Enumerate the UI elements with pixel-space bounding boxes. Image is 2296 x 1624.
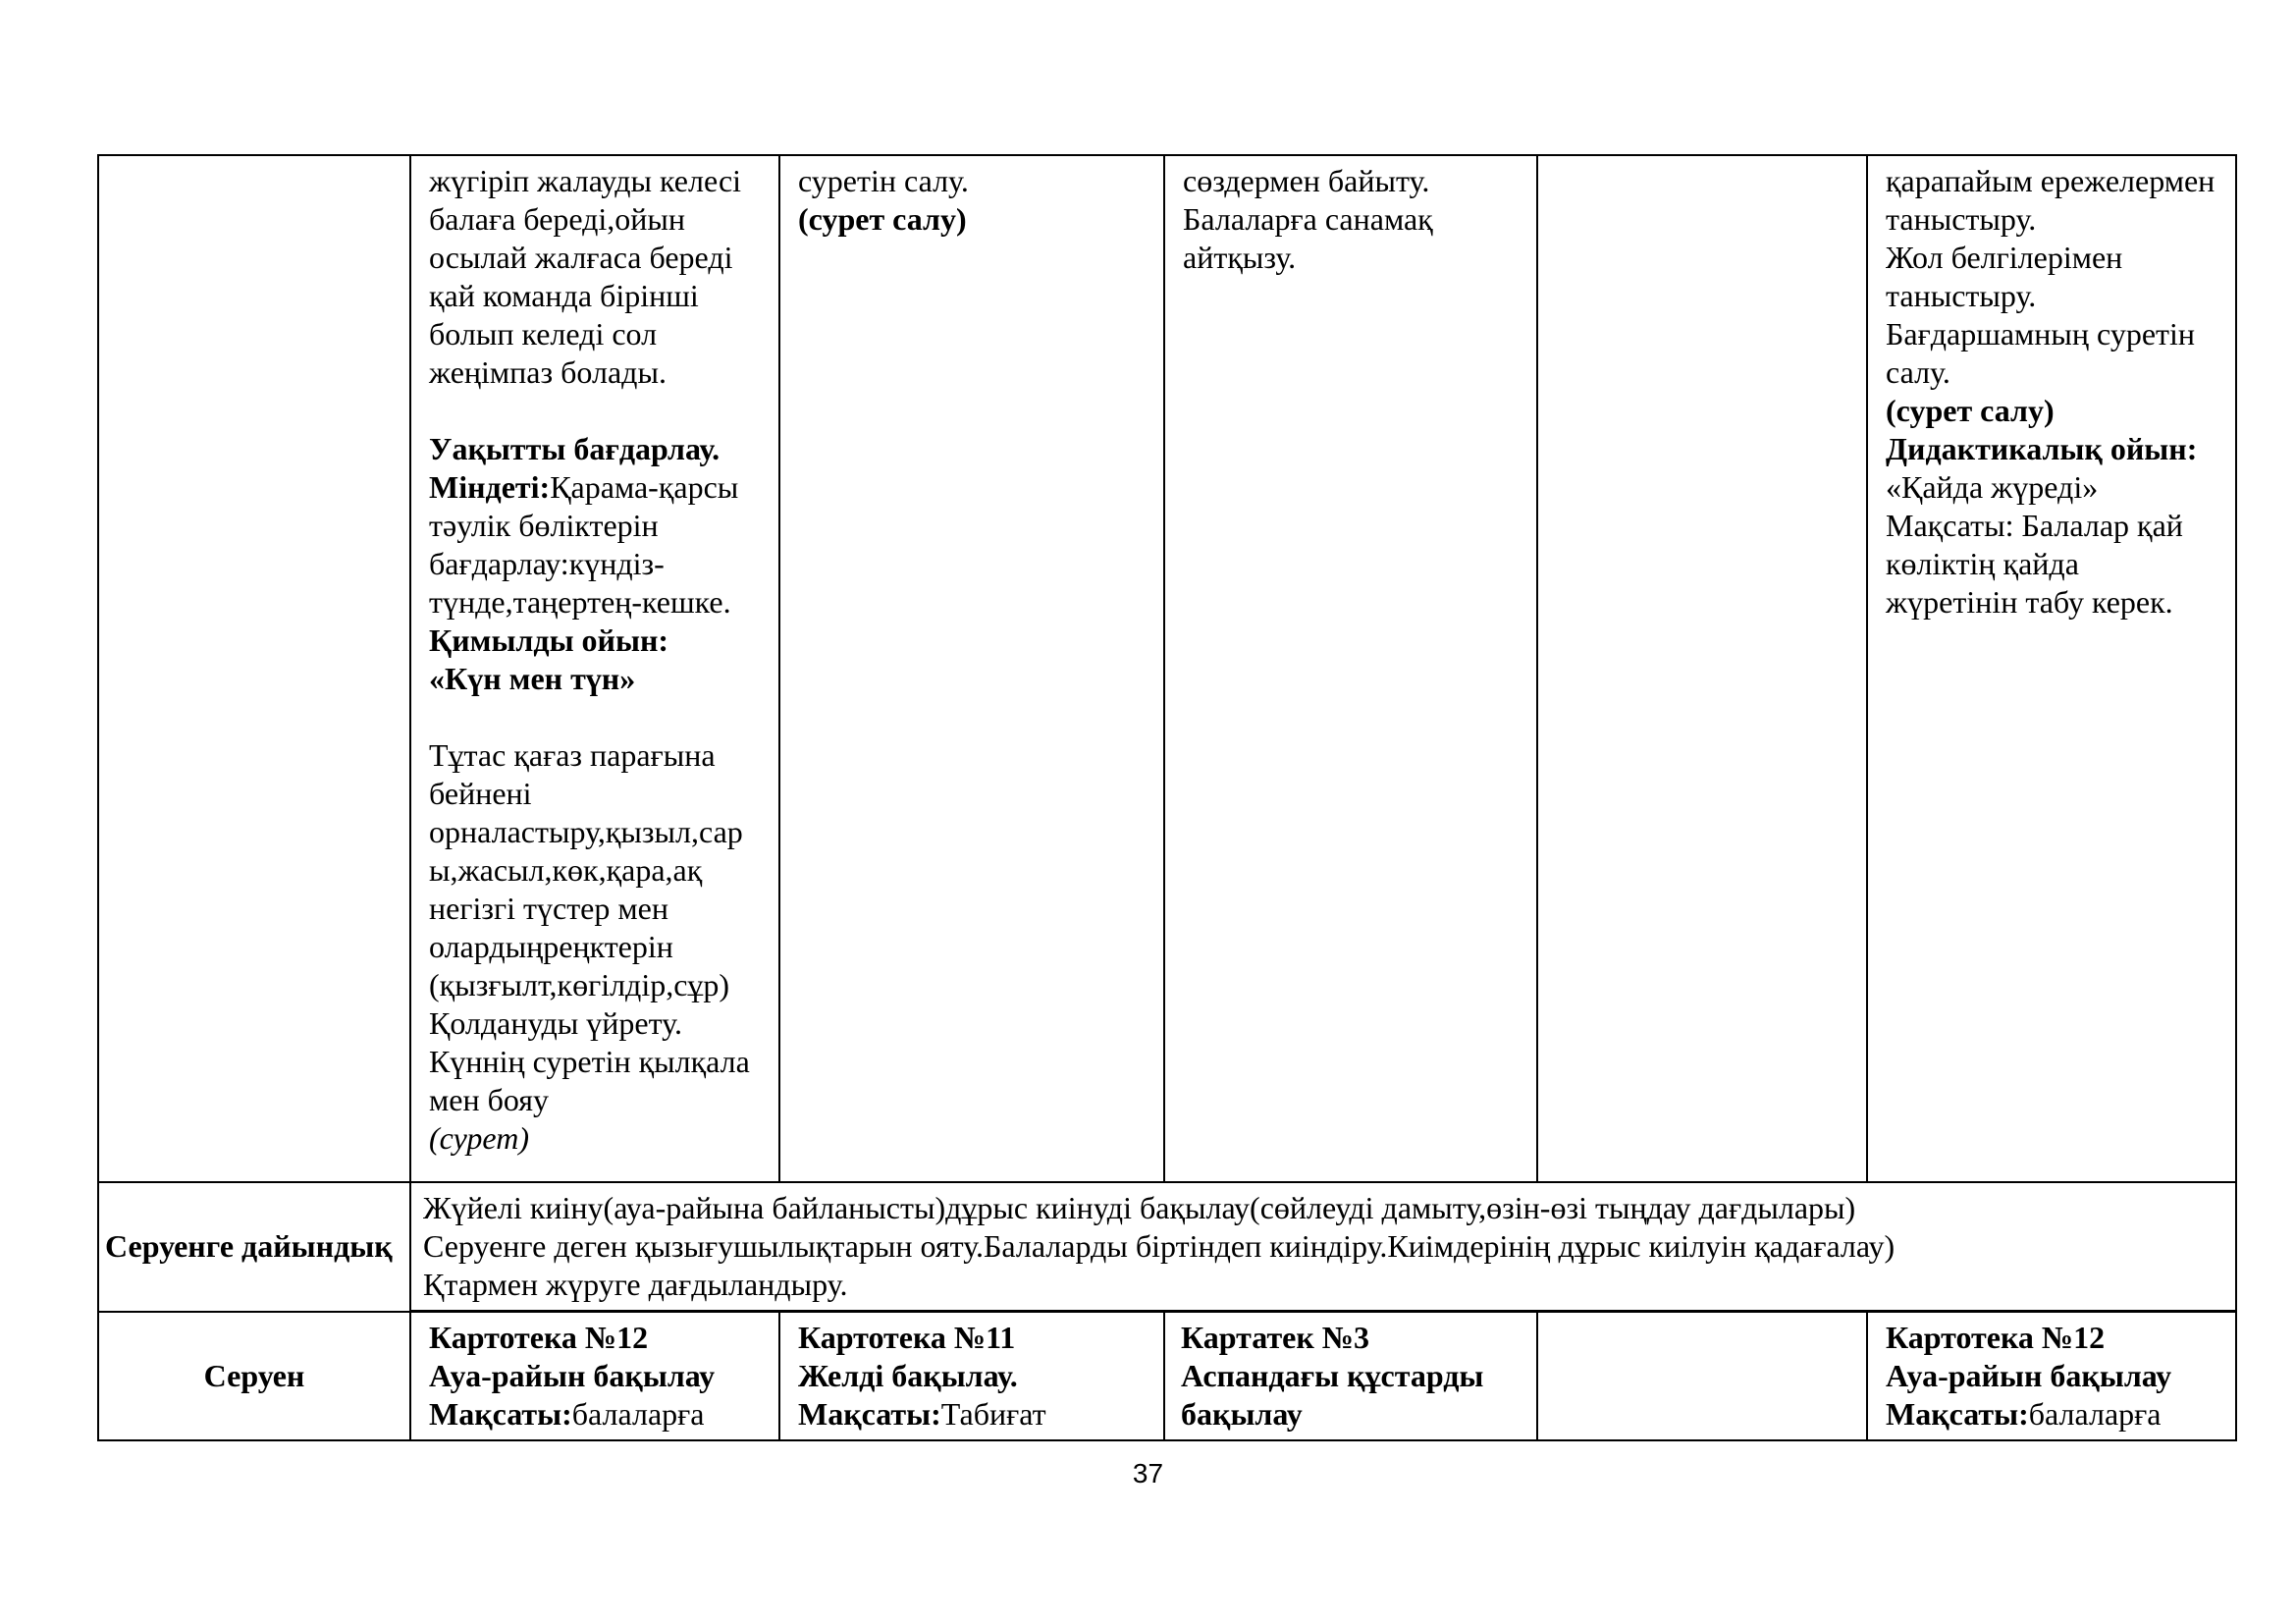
text-line-content: Қимылды ойын: [429, 623, 669, 658]
text-line [1886, 545, 2229, 583]
text-line [429, 353, 773, 392]
row-label-empty [98, 155, 410, 1182]
text-line-content: олардыңреңктерін [429, 929, 673, 964]
text-line-content: Мақсаты: Балалар қай [1886, 508, 2183, 543]
text-line-content: Дидактикалық ойын: [1886, 431, 2198, 466]
text-line [1886, 239, 2229, 277]
text-line-content: Міндеті: [429, 469, 551, 505]
text-line-content: салу. [1886, 354, 1950, 390]
text-line [429, 583, 773, 622]
walk-col5-goal-label: Мақсаты: [1886, 1396, 2029, 1432]
row-label-walk: Серуен [98, 1312, 410, 1441]
text-line [429, 890, 773, 928]
text-line [429, 430, 773, 468]
text-line [1886, 468, 2229, 507]
text-line-content: қарапайым ережелермен [1886, 163, 2216, 198]
text-line-content: балаға береді,ойын [429, 201, 686, 237]
text-line-content: осылай жалғаса береді [429, 240, 733, 275]
walk-col1-subtitle: Ауа-райын бақылау [429, 1358, 716, 1393]
walk-col1-goal-label: Мақсаты: [429, 1396, 572, 1432]
walk-col1-title: Картотека №12 [429, 1320, 649, 1355]
text-line-content: Қолдануды үйрету. [429, 1005, 682, 1041]
cell-monday-activities [410, 155, 779, 1182]
text-line-content: суретін салу. [798, 163, 969, 198]
text-line [429, 239, 773, 277]
walk-col3-title: Картатек №3 [1181, 1320, 1369, 1355]
text-line-content: мен бояу [429, 1082, 549, 1117]
text-line [1886, 583, 2229, 622]
text-line-content: тәулік бөліктерін [429, 508, 659, 543]
cell-walk-col5 [1867, 1312, 2236, 1441]
table-row-walk-preparation [98, 1182, 2236, 1312]
daily-plan-table [97, 154, 2237, 1441]
text-line [429, 315, 773, 353]
text-line [429, 928, 773, 966]
text-line [429, 813, 773, 851]
walk-col2-title: Картотека №11 [798, 1320, 1016, 1355]
text-line-content: Бағдаршамның суретін [1886, 316, 2196, 352]
walk-col5-subtitle: Ауа-райын бақылау [1886, 1358, 2172, 1393]
cell-walk-col3 [1164, 1312, 1537, 1441]
cell-tuesday-activities [779, 155, 1164, 1182]
text-line-content: таныстыру. [1886, 201, 2037, 237]
text-line-rest: Қарама-қарсы [550, 469, 739, 505]
walk-col3-goal-label: бақылау [1181, 1396, 1303, 1432]
walk-col1-goal-text: балаларға [571, 1396, 705, 1432]
cell-friday-activities [1867, 155, 2236, 1182]
text-line [1886, 315, 2229, 353]
text-line-content: ы,жасыл,көк,қара,ақ [429, 852, 703, 888]
text-line [429, 200, 773, 239]
text-line-content: жеңімпаз болады. [429, 354, 667, 390]
text-line [429, 851, 773, 890]
cell-wednesday-activities [1164, 155, 1537, 1182]
text-line [429, 468, 773, 507]
text-line-content: «Күн мен түн» [429, 661, 636, 696]
text-line [798, 200, 1157, 239]
text-line [1886, 200, 2229, 239]
text-line-content: жүгіріп жалауды келесі [429, 163, 742, 198]
text-line [429, 660, 773, 698]
text-line [1886, 277, 2229, 315]
text-line [429, 507, 773, 545]
text-line [1183, 239, 1530, 277]
text-line-content: (сурет салу) [798, 201, 967, 237]
walk-col5-goal-text: балаларға [2028, 1396, 2162, 1432]
walk-col2-goal-text: Табиғат [940, 1396, 1046, 1432]
walk-col2-subtitle: Желді бақылау. [798, 1358, 1018, 1393]
cell-thursday-activities [1537, 155, 1867, 1182]
text-line-content: таныстыру. [1886, 278, 2037, 313]
walk-prep-line-1: Жүйелі киіну(ауа-райына байланысты)дұрыс киінуді бақылау(сөйлеуді дамыту,өзін-өзі тыңдау дағдылары) [423, 1190, 1856, 1225]
text-line-content: түнде,таңертең-кешке. [429, 584, 731, 620]
text-line-content: бейнені [429, 776, 532, 811]
text-line [429, 622, 773, 660]
text-line [1886, 507, 2229, 545]
text-line [1886, 353, 2229, 392]
text-line [1886, 162, 2229, 200]
text-line-content: айтқызу. [1183, 240, 1297, 275]
row-label-walk-preparation: Серуенге дайындық [98, 1182, 410, 1312]
text-line-content: Жол белгілерімен [1886, 240, 2123, 275]
text-line-content: «Қайда жүреді» [1886, 469, 2099, 505]
text-line-content: қай команда бірінші [429, 278, 699, 313]
table-row-walk [98, 1312, 2236, 1441]
text-line [429, 1081, 773, 1119]
cell-walk-col2 [779, 1312, 1164, 1441]
cell-walk-col4 [1537, 1312, 1867, 1441]
walk-prep-line-3: Қтармен жүруге дағдыландыру. [423, 1267, 848, 1302]
text-line-content: Тұтас қағаз парағына [429, 737, 716, 773]
text-line [429, 1043, 773, 1081]
text-line-content: (сурет) [429, 1120, 529, 1156]
text-line-content: Балаларға санамақ [1183, 201, 1433, 237]
walk-prep-line-2: Серуенге деген қызығушылықтарын ояту.Балаларды біртіндеп киіндіру.Киімдерінің дұрыс киілуін қадағалау) [423, 1228, 1896, 1264]
text-line-content: (сурет салу) [1886, 393, 2055, 428]
text-line-content: көліктің қайда [1886, 546, 2079, 581]
walk-col3-subtitle: Аспандағы құстарды [1181, 1358, 1484, 1393]
text-line [429, 277, 773, 315]
text-line-content: болып келеді сол [429, 316, 658, 352]
text-line-content: жүретінін табу керек. [1886, 584, 2173, 620]
blank-line [429, 698, 773, 736]
text-line-content: (қызғылт,көгілдір,сұр) [429, 967, 730, 1002]
blank-line [429, 392, 773, 430]
text-line-content: Күннің суретін қылқала [429, 1044, 750, 1079]
text-line-content: сөздермен байыту. [1183, 163, 1430, 198]
text-line-content: Уақытты бағдарлау. [429, 431, 721, 466]
text-line [429, 775, 773, 813]
walk-col5-title: Картотека №12 [1886, 1320, 2106, 1355]
text-line [429, 162, 773, 200]
text-line-content: негізгі түстер мен [429, 891, 668, 926]
table-row-activities [98, 155, 2236, 1182]
text-line [1886, 430, 2229, 468]
text-line [1183, 162, 1530, 200]
cell-walk-preparation [410, 1182, 2236, 1312]
cell-walk-col1 [410, 1312, 779, 1441]
text-line [798, 162, 1157, 200]
text-line [429, 966, 773, 1004]
text-line-content: бағдарлау:күндіз- [429, 546, 665, 581]
text-line [429, 1119, 773, 1158]
text-line [1886, 392, 2229, 430]
walk-col2-goal-label: Мақсаты: [798, 1396, 941, 1432]
text-line [429, 736, 773, 775]
text-line-content: орналастыру,қызыл,сар [429, 814, 743, 849]
text-line [1183, 200, 1530, 239]
text-line [429, 1004, 773, 1043]
page-number: 37 [1132, 1458, 1164, 1489]
text-line [429, 545, 773, 583]
